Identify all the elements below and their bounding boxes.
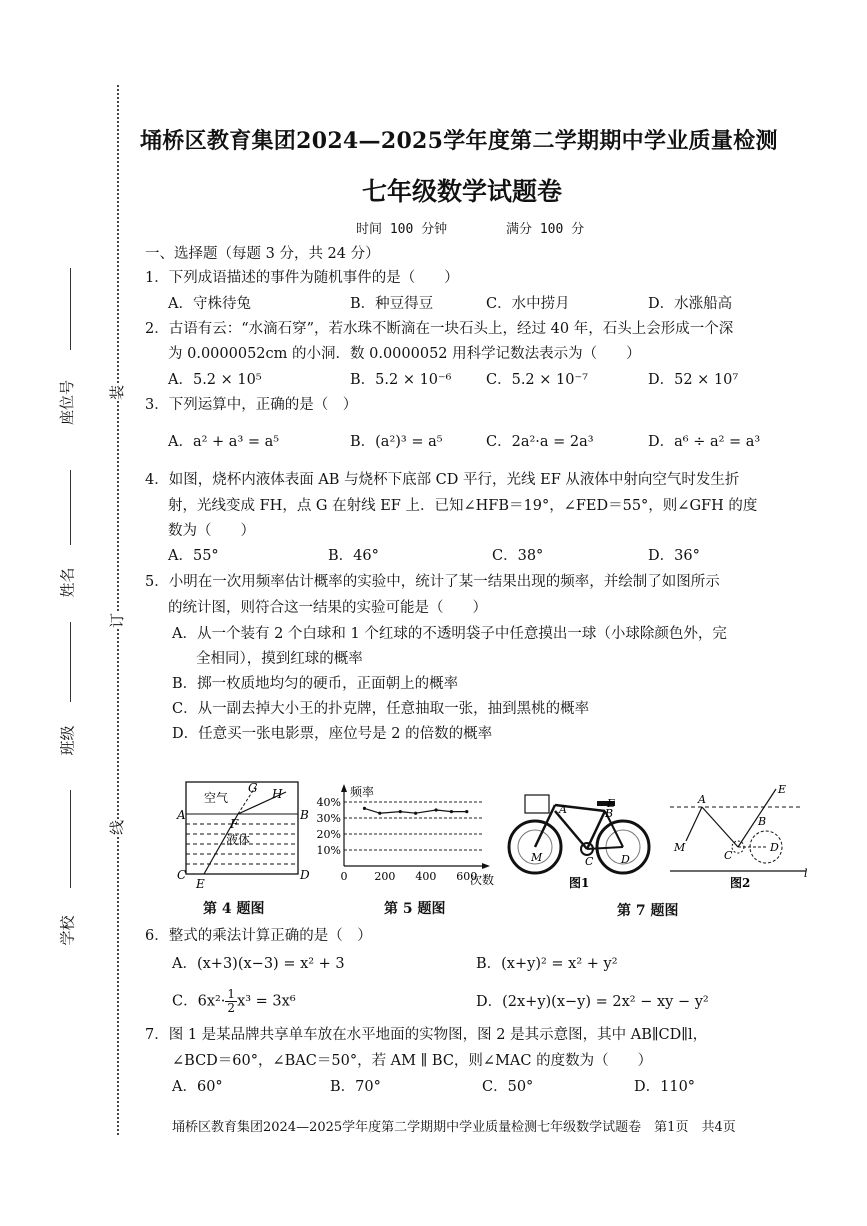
bike-label-D: D (621, 853, 630, 866)
air-label: 空气 (204, 791, 229, 805)
x-tick-label: 200 (374, 870, 396, 883)
label-D: D (300, 868, 310, 882)
q3-option-b: B．(a²)³ = a⁵ (350, 434, 443, 450)
y-tick-label: 10% (316, 844, 341, 857)
schem-label-l: l (804, 867, 808, 880)
frequency-series (363, 807, 469, 815)
label-G: G (248, 781, 258, 795)
schem-label-B: B (758, 815, 767, 828)
fig4-beaker-diagram (168, 772, 313, 890)
schem-label-D: D (770, 841, 779, 854)
x-axis-arrow (482, 863, 490, 869)
seat-label: 座位号 (58, 379, 77, 426)
frequency-point (414, 812, 417, 815)
q4-option-c: C．38° (492, 548, 544, 564)
q2-line1: 2．古语有云：“水滴石穿”，若水珠不断滴在一块石头上，经过 40 年，石头上会形成一个深 (145, 321, 734, 337)
q7-line1: 7．图 1 是某品牌共享单车放在水平地面的实物图，图 2 是其示意图，其中 AB∥CD∥l， (145, 1027, 708, 1043)
q6-option-c (172, 988, 296, 1015)
q6-option-a: A．(x+3)(x−3) = x² + 3 (172, 956, 345, 972)
q5-option-c: C．从一副去掉大小王的扑克牌，任意抽取一张，抽到黑桃的概率 (172, 701, 590, 717)
y-axis-label: 频率 (350, 785, 375, 799)
q5-line2: 的统计图，则符合这一结果的实验可能是（ ） (168, 600, 487, 616)
schem-label-C: C (724, 849, 733, 862)
exam-title: 埇桥区教育集团2024—2025学年度第二学期期中学业质量检测 (140, 128, 778, 154)
bike-label-E: E (607, 797, 616, 810)
name-underline (70, 470, 71, 545)
binding-char-xian: 线 (104, 820, 129, 835)
frequency-point (434, 808, 437, 811)
x-axis-label: 次数 (470, 873, 495, 887)
q6-option-d: D．(2x+y)(x−y) = 2x² − xy − y² (476, 994, 709, 1010)
fraction-numerator: 1 (227, 987, 236, 1001)
x-tick-label: 400 (415, 870, 437, 883)
section-choice-heading: 一、选择题（每题 3 分，共 24 分） (145, 246, 380, 262)
q2-option-d: D．52 × 10⁷ (648, 372, 739, 388)
fig1-label: 图1 (569, 876, 590, 890)
q5-line1: 5．小明在一次用频率估计概率的实验中，统计了某一结果出现的频率，并绘制了如图所示 (145, 574, 720, 590)
q5-option-d: D．任意买一张电影票，座位号是 2 的倍数的概率 (172, 726, 493, 742)
label-H: H (272, 787, 283, 801)
q5-option-a-line2: 全相同），摸到红球的概率 (196, 651, 363, 667)
frequency-point (378, 812, 381, 815)
fig5-caption: 第 5 题图 (384, 901, 446, 917)
q1-option-a: A．守株待兔 (168, 296, 251, 312)
q2-line2: 为 0.0000052cm 的小洞．数 0.0000052 用科学记数法表示为（ ） (168, 346, 641, 362)
y-tick-label: 40% (316, 796, 341, 809)
q1-option-b: B．种豆得豆 (350, 296, 434, 312)
segment-AM (686, 807, 702, 841)
bike-label-M: M (531, 851, 543, 864)
binding-char-zhuang: 装 (104, 385, 129, 400)
q3-option-c: C．2a²·a = 2a³ (486, 434, 594, 450)
binding-dotted-line (117, 85, 119, 1135)
y-tick-label: 20% (316, 828, 341, 841)
label-F: F (230, 817, 239, 831)
frequency-point (363, 807, 366, 810)
q6-c-prefix: C．6x²· (172, 993, 226, 1010)
segment-AC (702, 807, 738, 847)
label-C: C (177, 868, 187, 882)
fig7-caption: 第 7 题图 (617, 903, 679, 919)
label-B: B (300, 808, 309, 822)
q4-line1: 4．如图，烧杯内液体表面 AB 与烧杯下底部 CD 平行，光线 EF 从液体中射向空气时发生折 (145, 472, 740, 488)
x-tick-label: 0 (340, 870, 348, 883)
class-label: 班级 (58, 725, 77, 756)
bike-label-C: C (585, 855, 594, 868)
q6-option-b: B．(x+y)² = x² + y² (476, 956, 618, 972)
q3-option-a: A．a² + a³ = a⁵ (168, 434, 280, 450)
y-tick-labels (317, 796, 341, 857)
fig5-frequency-chart (302, 782, 502, 892)
x-tick-label: 600 (456, 870, 478, 883)
q4-option-a: A．55° (168, 548, 219, 564)
y-axis-arrow (341, 784, 347, 792)
q3-option-d: D．a⁶ ÷ a² = a³ (648, 434, 761, 450)
q2-option-c: C．5.2 × 10⁻⁷ (486, 372, 588, 388)
q6-c-suffix: x³ = 3x⁶ (237, 993, 296, 1010)
frequency-point (399, 810, 402, 813)
bike-label-B: B (605, 807, 614, 820)
label-E: E (196, 877, 205, 890)
q4-line3: 数为（ ） (168, 523, 255, 539)
fig7-bicycle-picture (505, 785, 655, 893)
page-footer: 埇桥区教育集团2024—2025学年度第二学期期中学业质量检测七年级数学试题卷 第1页 共4页 (172, 1120, 736, 1135)
time-info: 时间 100 分钟 (356, 222, 448, 237)
schem-label-E: E (778, 785, 787, 796)
q4-line2: 射，光线变成 FH，点 G 在射线 EF 上．已知∠HFB＝19°，∠FED＝55°，则∠GFH 的度 (168, 498, 758, 514)
frequency-point (465, 810, 468, 813)
q5-option-b: B．掷一枚质地均匀的硬币，正面朝上的概率 (172, 676, 459, 692)
segment-CE (738, 789, 776, 847)
class-underline (70, 622, 71, 702)
q7-option-a: A．60° (172, 1079, 223, 1095)
q1-stem: 1．下列成语描述的事件为随机事件的是（ ） (145, 270, 459, 286)
schem-label-A: A (698, 793, 706, 806)
fig2-label: 图2 (730, 876, 751, 890)
score-info: 满分 100 分 (506, 222, 585, 237)
q4-option-d: D．36° (648, 548, 700, 564)
school-label: 学校 (58, 915, 77, 946)
q7-option-d: D．110° (634, 1079, 696, 1095)
q2-option-a: A．5.2 × 10⁵ (168, 372, 262, 388)
school-underline (70, 790, 71, 888)
q2-option-b: B．5.2 × 10⁻⁶ (350, 372, 452, 388)
exam-subtitle: 七年级数学试题卷 (362, 177, 563, 206)
label-A: A (177, 808, 186, 822)
q3-stem: 3．下列运算中，正确的是（ ） (145, 397, 358, 413)
q1-option-c: C．水中捞月 (486, 296, 570, 312)
fig7-schematic-diagram (666, 785, 816, 893)
q4-option-b: B．46° (328, 548, 379, 564)
y-tick-label: 30% (316, 812, 341, 825)
q7-line2: ∠BCD＝60°，∠BAC＝50°，若 AM ∥ BC，则∠MAC 的度数为（ ） (172, 1053, 653, 1069)
name-label: 姓名 (58, 567, 77, 598)
frequency-point (450, 810, 453, 813)
front-basket (525, 795, 549, 813)
fig4-caption: 第 4 题图 (203, 901, 265, 917)
bike-label-A: A (559, 803, 567, 816)
q1-option-d: D．水涨船高 (648, 296, 733, 312)
liquid-label: 液体 (226, 833, 251, 847)
q5-option-a-line1: A．从一个装有 2 个白球和 1 个红球的不透明袋子中任意摸出一球（小球除颜色外，完 (172, 626, 727, 642)
x-tick-labels (341, 870, 478, 883)
q6-c-fraction (225, 988, 237, 1015)
schem-label-M: M (674, 841, 686, 854)
fraction-denominator: 2 (227, 1001, 236, 1015)
q7-option-c: C．50° (482, 1079, 534, 1095)
q6-stem: 6．整式的乘法计算正确的是（ ） (145, 928, 372, 944)
seat-underline (70, 268, 71, 350)
binding-char-ding: 订 (104, 613, 129, 628)
q7-option-b: B．70° (330, 1079, 381, 1095)
